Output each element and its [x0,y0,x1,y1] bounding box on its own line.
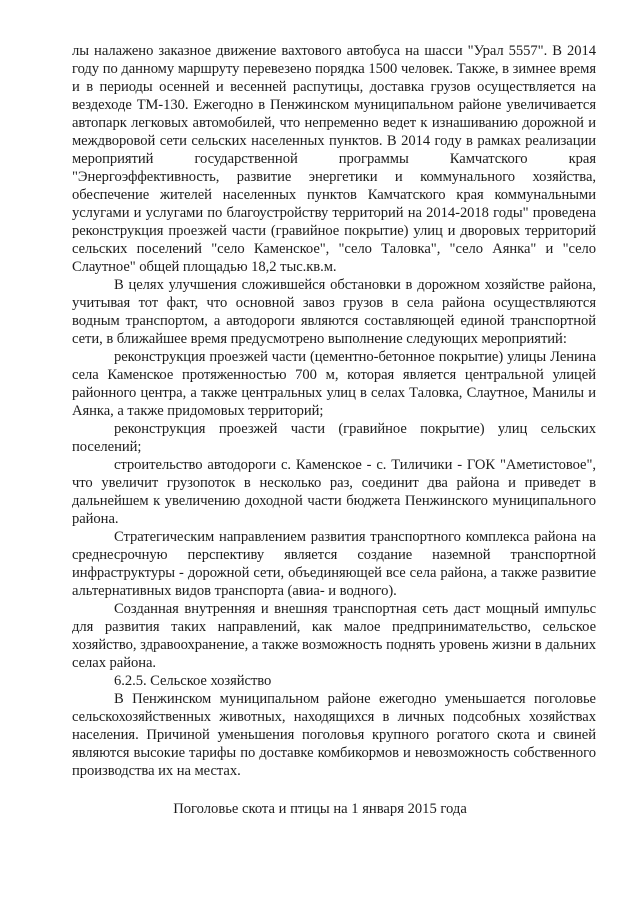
paragraph-transport-network: Созданная внутренняя и внешняя транспортная сеть даст мощный импульс для развития таких направлений, как малое предпринимательство, сельское хозяйство, здравоохранение, а также возможность поднять уровень жизни в дальних селах района. [72,601,596,671]
list-item-lenin-street: реконструкция проезжей части (цементно-бетонное покрытие) улицы Ленина села Каменское протяженностью 700 м, которая является центральной улицей районного центра, а также центральных улиц в селах Таловка, Слаутное, Манилы и Аянка, а также придомовых территорий; [72,349,596,419]
body-text [72,42,596,780]
section-heading-agriculture: 6.2.5. Сельское хозяйство [114,673,272,689]
table-caption: Поголовье скота и птицы на 1 января 2015 года [173,801,467,817]
paragraph-strategic-direction: Стратегическим направлением развития транспортного комплекса района на среднесрочную перспективу является создание наземной транспортной инфраструктуры - дорожной сети, объединяющей все села района, а также развитие альтернативных видов транспорта (авиа- и водного). [72,529,596,599]
paragraph-livestock: В Пенжинском муниципальном районе ежегодно уменьшается поголовье сельскохозяйственных животных, находящихся в личных подсобных хозяйствах населения. Причиной уменьшения поголовья крупного рогатого скота и свиней являются высокие тарифы по доставке комбикормов и невозможность собственного производства их на местах. [72,691,596,779]
list-item-gravel-roads: реконструкция проезжей части (гравийное покрытие) улиц сельских поселений; [72,421,596,455]
paragraph-transport-continued: лы налажено заказное движение вахтового автобуса на шасси "Урал 5557". В 2014 году по данному маршруту перевезено порядка 1500 человек. Также, в зимнее время и в периоды осенней и весенней распутицы, доставка грузов осуществляется на вездеходе ТМ-130. Ежегодно в Пенжинском муниципальном районе увеличивается автопарк легковых автомобилей, что непременно ведет к изнашиванию дорожной и междворовой сети сельских населенных пунктов. В 2014 году в рамках реализации мероприятий государственной программы Камчатского края "Энергоэффективность, развитие энергетики и коммунального хозяйства, обеспечение жителей населенных пунктов Камчатского края коммунальными услугами и услугами по благоустройству территорий на 2014-2018 годы" проведена реконструкция проезжей части (гравийное покрытие) улиц и дворовых территорий сельских поселений "село Каменское", "село Таловка", "село Аянка" и "село Слаутное" общей площадью 18,2 тыс.кв.м. [72,43,596,275]
list-item-highway-construction: строительство автодороги с. Каменское - с. Тиличики - ГОК "Аметистовое", что увеличит грузопоток в несколько раз, соединит два района и приведет в дальнейшем к увеличению доходной части бюджета Пенжинского муниципального района. [72,457,596,527]
paragraph-road-improvement: В целях улучшения сложившейся обстановки в дорожном хозяйстве района, учитывая тот факт, что основной завоз грузов в села района осуществляются водным транспортом, а автодороги являются составляющей единой транспортной сети, в ближайшее время предусмотрено выполнение следующих мероприятий: [72,277,596,347]
